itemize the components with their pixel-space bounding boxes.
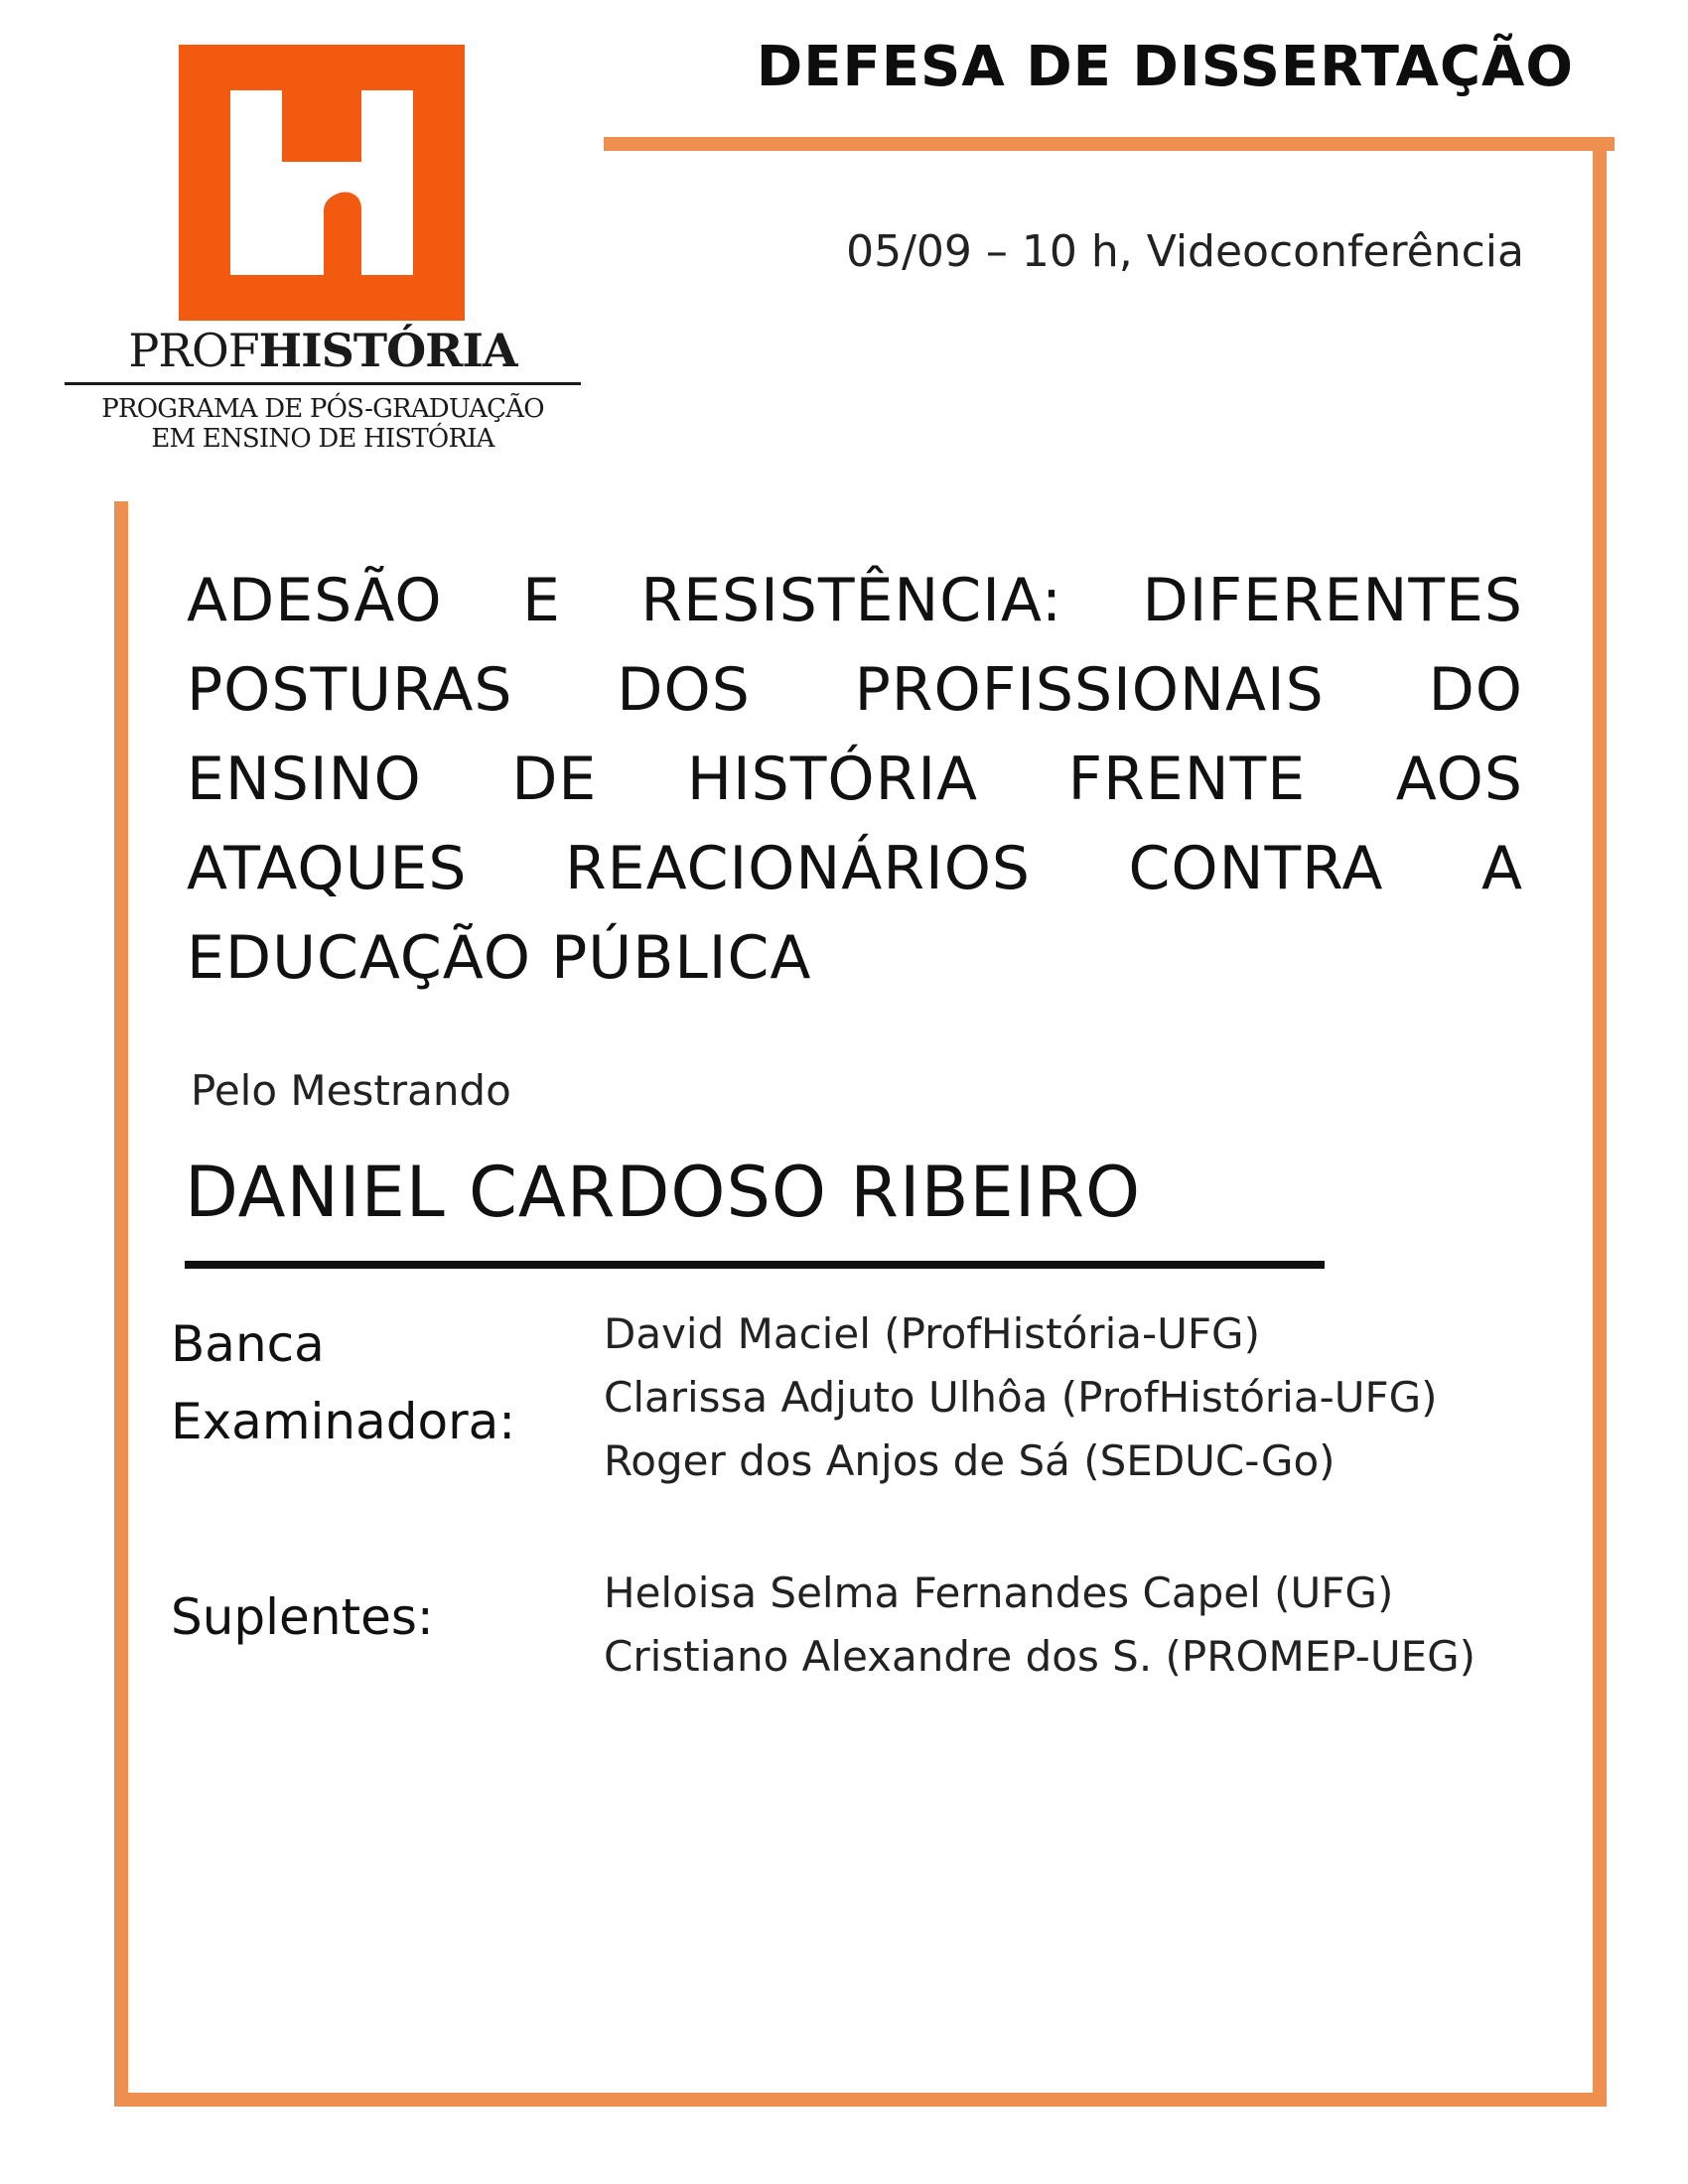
- frame-right-border: [1593, 137, 1607, 2107]
- candidate-name: DANIEL CARDOSO RIBEIRO: [185, 1152, 1142, 1233]
- alternates-label: Suplentes:: [171, 1588, 434, 1646]
- logo-subtitle-line2: EM ENSINO DE HISTÓRIA: [151, 424, 494, 454]
- event-type-heading: DEFESA DE DISSERTAÇÃO: [756, 35, 1574, 99]
- logo-divider: [65, 382, 581, 385]
- logo-wordmark-prof: PROF: [128, 324, 259, 377]
- alternate-member: Cristiano Alexandre dos S. (PROMEP-UEG): [604, 1632, 1477, 1681]
- frame-left-border: [114, 501, 128, 2107]
- candidate-label: Pelo Mestrando: [191, 1066, 511, 1115]
- thesis-title: ADESÃO E RESISTÊNCIA: DIFERENTES POSTURAS DOS PROFISSIONAIS DO ENSINO DE HISTÓRIA FRENTE AOS ATAQUES REACIONÁRIOS CONTRA A EDUCAÇÃO PÚBLICA: [187, 566, 1523, 993]
- frame-top-border: [604, 137, 1615, 151]
- committee-label-line2: Examinadora:: [171, 1393, 516, 1450]
- frame-bottom-border: [114, 2093, 1607, 2107]
- alternate-member: Heloisa Selma Fernandes Capel (UFG): [604, 1569, 1394, 1617]
- h-letter-icon: [179, 45, 465, 321]
- logo-subtitle: [60, 394, 586, 454]
- logo-wordmark-historia: HISTÓRIA: [258, 324, 517, 377]
- committee-member: David Maciel (ProfHistória-UFG): [604, 1309, 1260, 1358]
- committee-label: [171, 1305, 568, 1460]
- committee-label-line1: Banca: [171, 1315, 325, 1373]
- committee-member: Roger dos Anjos de Sá (SEDUC-Go): [604, 1436, 1336, 1485]
- event-date-time: 05/09 – 10 h, Videoconferência: [846, 226, 1524, 277]
- logo-subtitle-line1: PROGRAMA DE PÓS-GRADUAÇÃO: [101, 394, 544, 424]
- committee-members-list: [604, 1302, 1438, 1493]
- alternates-members-list: [604, 1562, 1476, 1689]
- committee-member: Clarissa Adjuto Ulhôa (ProfHistória-UFG): [604, 1373, 1438, 1422]
- logo-wordmark: [60, 324, 586, 377]
- name-underline: [185, 1261, 1325, 1269]
- profhistoria-logo: [60, 45, 586, 462]
